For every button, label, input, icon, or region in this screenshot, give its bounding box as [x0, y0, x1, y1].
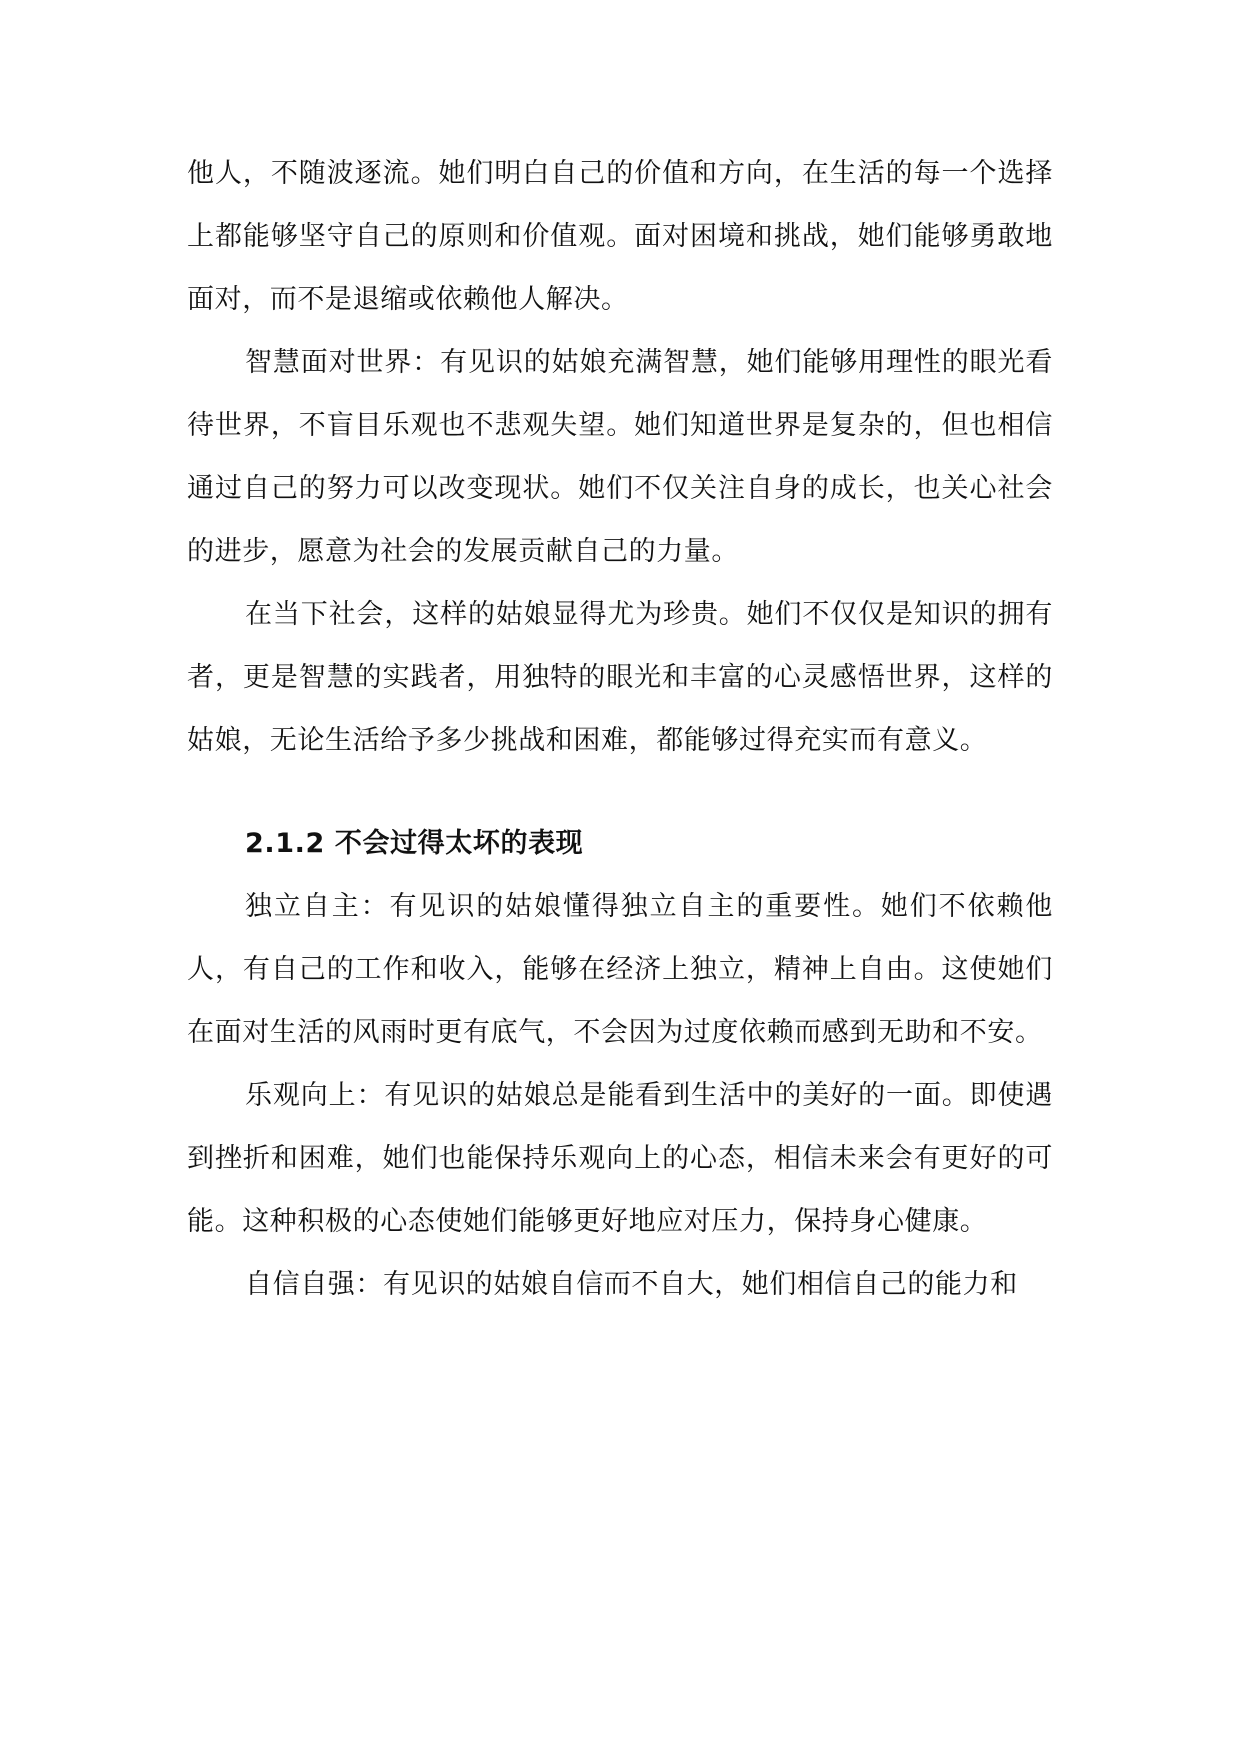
paragraph-independence: 独立自主：有见识的姑娘懂得独立自主的重要性。她们不依赖他人，有自己的工作和收入，能够在经济上独立，精神上自由。这使她们在面对生活的风雨时更有底气，不会因为过度依赖而感到无助和不安。: [187, 891, 1053, 1048]
paragraph-confidence: 自信自强：有见识的姑娘自信而不自大，她们相信自己的能力和: [245, 1269, 1018, 1300]
paragraph-society: 在当下社会，这样的姑娘显得尤为珍贵。她们不仅仅是知识的拥有者，更是智慧的实践者，用独特的眼光和丰富的心灵感悟世界，这样的姑娘，无论生活给予多少挑战和困难，都能够过得充实而有意义。: [187, 599, 1053, 756]
paragraph-continuation: 他人，不随波逐流。她们明白自己的价值和方向，在生活的每一个选择上都能够坚守自己的原则和价值观。面对困境和挑战，她们能够勇敢地面对，而不是退缩或依赖他人解决。: [187, 158, 1053, 315]
document-body: [187, 142, 1053, 1316]
paragraph-wisdom: 智慧面对世界：有见识的姑娘充满智慧，她们能够用理性的眼光看待世界，不盲目乐观也不悲观失望。她们知道世界是复杂的，但也相信通过自己的努力可以改变现状。她们不仅关注自身的成长，也关心社会的进步，愿意为社会的发展贡献自己的力量。: [187, 347, 1053, 567]
paragraph-optimism: 乐观向上：有见识的姑娘总是能看到生活中的美好的一面。即使遇到挫折和困难，她们也能保持乐观向上的心态，相信未来会有更好的可能。这种积极的心态使她们能够更好地应对压力，保持身心健康。: [187, 1080, 1053, 1237]
section-heading: 2.1.2 不会过得太坏的表现: [245, 828, 584, 859]
